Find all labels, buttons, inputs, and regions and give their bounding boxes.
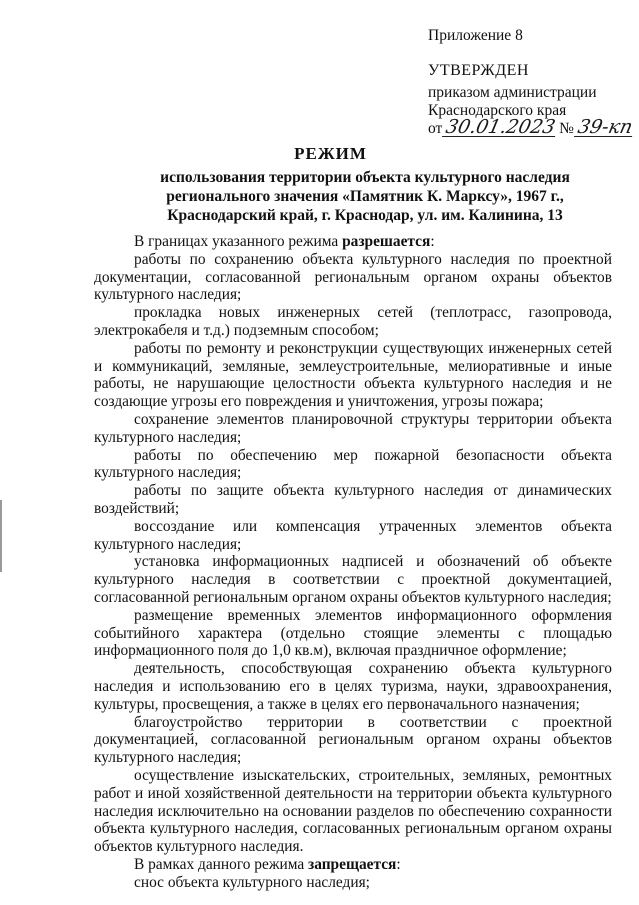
subtitle-line: использования территории объекта культурного наследия [160, 169, 570, 186]
handwritten-number: 39-кп [575, 116, 635, 138]
date-prefix: от [428, 120, 443, 137]
prohibited-lead-colon: : [396, 855, 401, 873]
prohibited-lead [94, 856, 612, 874]
approved-stamp-label: УТВЕРЖДЕН [428, 62, 529, 79]
handwritten-date: 30.01.2023 [444, 116, 558, 138]
allowed-lead [94, 233, 612, 251]
prohibited-item: снос объекта культурного наследия; [134, 873, 370, 891]
allowed-lead-text: В границах указанного режима [134, 233, 343, 250]
subtitle-line: регионального значения «Памятник К. Марксу», 1967 г., [166, 188, 564, 205]
subtitle-line: Краснодарский край, г. Краснодар, ул. им. Калинина, 13 [167, 207, 563, 224]
order-line: приказом администрации [428, 84, 597, 101]
allowed-lead-bold: разрешается [342, 233, 431, 250]
number-label: № [559, 120, 574, 137]
allowed-item: работы по обеспечению мер пожарной безопасности объекта культурного наследия; [94, 446, 612, 482]
allowed-item: размещение временных элементов информационного оформления событийного характера (отдельно стоящие элементы с площадью информационного поля до 1,0 кв.м), включая праздничное оформление; [94, 606, 612, 660]
allowed-lead-colon: : [430, 233, 435, 250]
regime-body [94, 233, 612, 891]
allowed-item: работы по сохранению объекта культурного наследия по проектной документации, согласованной региональным органом охраны объектов культурного наследия; [94, 250, 612, 304]
allowed-item: работы по защите объекта культурного наследия от динамических воздействий; [94, 482, 612, 517]
allowed-item: благоустройство территории в соответствии с проектной документацией, согласованной региональным органом охраны объектов культурного наследия; [94, 713, 612, 767]
allowed-item: работы по ремонту и реконструкции существующих инженерных сетей и коммуникаций, земляные, землеустроительные, мелиоративные и иные работы, не нарушающие целостности объекта культурного наследия и не создающие угрозы его повреждения и уничтожения, угрозы пожара; [94, 339, 612, 411]
document-title: РЕЖИМ [294, 144, 367, 163]
allowed-item: деятельность, способствующая сохранению объекта культурного наследия и использованию его в целях туризма, науки, здравоохранения, культуры, просвещения, а также в целях его первоначального назначения; [94, 660, 612, 713]
appendix-label: Приложение 8 [428, 27, 523, 44]
prohibited-lead-bold: запрещается [308, 855, 397, 873]
allowed-item: прокладка новых инженерных сетей (теплотрасс, газопровода, электрокабеля и т.д.) подземным способом; [94, 304, 612, 339]
region-line: Краснодарского края [428, 102, 567, 119]
allowed-item: установка информационных надписей и обозначений об объекте культурного наследия в соответствии с проектной документацией, согласованной региональным органом охраны объектов культурного наследия; [94, 553, 612, 606]
order-date-line [428, 118, 636, 138]
allowed-item: сохранение элементов планировочной структуры территории объекта культурного наследия; [94, 410, 612, 446]
prohibited-lead-text: В рамках данного режима [134, 855, 309, 873]
allowed-item: воссоздание или компенсация утраченных элементов объекта культурного наследия; [94, 517, 612, 553]
document-subtitle [150, 168, 580, 225]
allowed-item: осуществление изыскательских, строительных, земляных, ремонтных работ и иной хозяйственной деятельности на территории объекта культурного наследия исключительно на основании разделов по обеспечению сохранности объекта культурного наследия, согласованных региональным органом охраны объектов культурного наследия. [94, 766, 612, 856]
scan-edge-mark [0, 500, 2, 572]
